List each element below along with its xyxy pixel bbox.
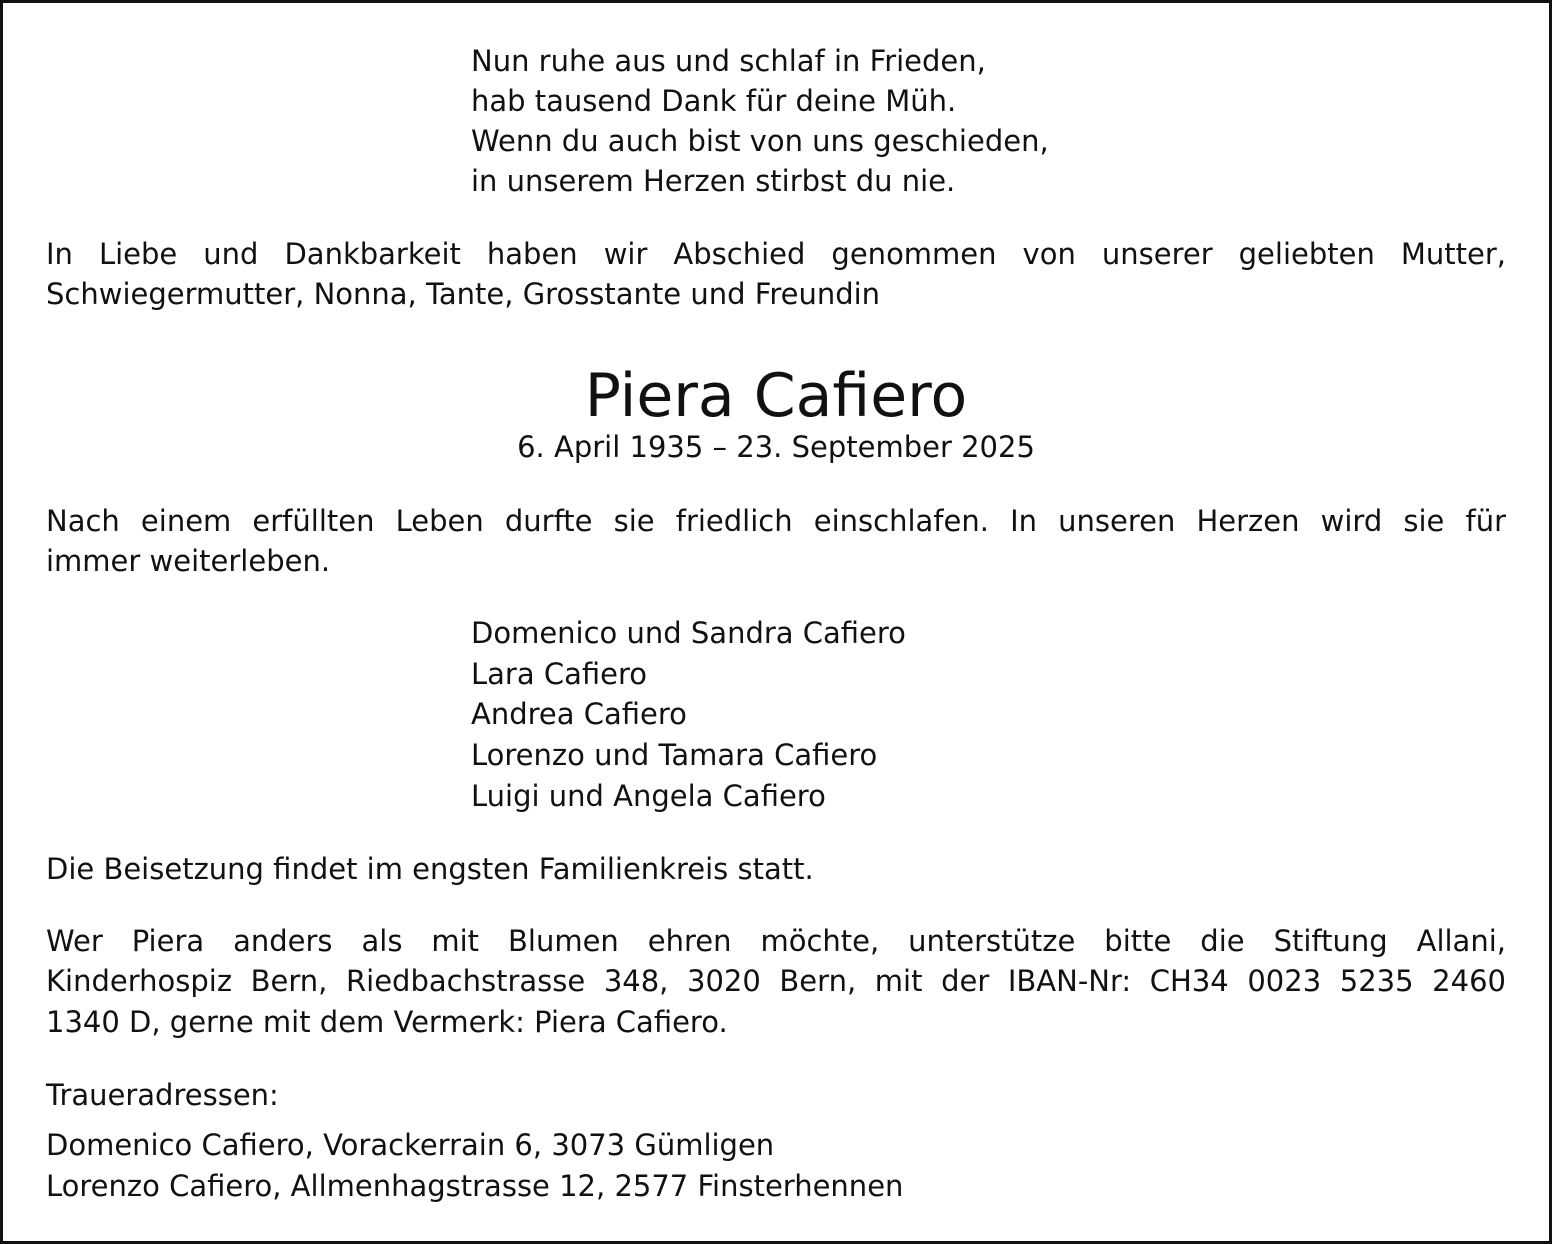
address-line: Lorenzo Cafiero, Allmenhagstrasse 12, 2577 Finsterhennen: [46, 1169, 904, 1203]
family-member: Luigi und Angela Cafiero: [471, 779, 826, 813]
message-line: Nach einem erfüllten Leben durfte sie friedlich einschlafen. In unseren Herzen wird sie für: [46, 504, 1506, 538]
burial-note: Die Beisetzung findet im engsten Familienkreis statt.: [46, 852, 814, 886]
message-line: immer weiterleben.: [46, 544, 331, 578]
donation-line: Kinderhospiz Bern, Riedbachstrasse 348, 3020 Bern, mit der IBAN-Nr: CH34 0023 5235 2460: [46, 964, 1506, 998]
intro-line: In Liebe und Dankbarkeit haben wir Abschied genommen von unserer geliebten Mutter,: [46, 237, 1506, 271]
donation-line: Wer Piera anders als mit Blumen ehren möchte, unterstütze bitte die Stiftung Allani,: [46, 924, 1506, 958]
family-member: Domenico und Sandra Cafiero: [471, 616, 906, 650]
family-member: Andrea Cafiero: [471, 697, 687, 731]
address-line: Domenico Cafiero, Vorackerrain 6, 3073 Gümligen: [46, 1128, 775, 1162]
intro-line: Schwiegermutter, Nonna, Tante, Grosstante und Freundin: [46, 277, 881, 311]
deceased-name: Piera Cafiero: [584, 361, 968, 431]
poem-line: hab tausend Dank für deine Müh.: [471, 84, 957, 118]
poem-line: in unserem Herzen stirbst du nie.: [471, 164, 956, 198]
poem-line: Wenn du auch bist von uns geschieden,: [471, 124, 1049, 158]
donation-line: 1340 D, gerne mit dem Vermerk: Piera Cafiero.: [46, 1005, 728, 1039]
addresses-heading: Traueradressen:: [46, 1078, 279, 1112]
family-member: Lorenzo und Tamara Cafiero: [471, 738, 878, 772]
family-member: Lara Cafiero: [471, 657, 647, 691]
life-dates: 6. April 1935 – 23. September 2025: [517, 430, 1035, 464]
poem-line: Nun ruhe aus und schlaf in Frieden,: [471, 44, 986, 78]
